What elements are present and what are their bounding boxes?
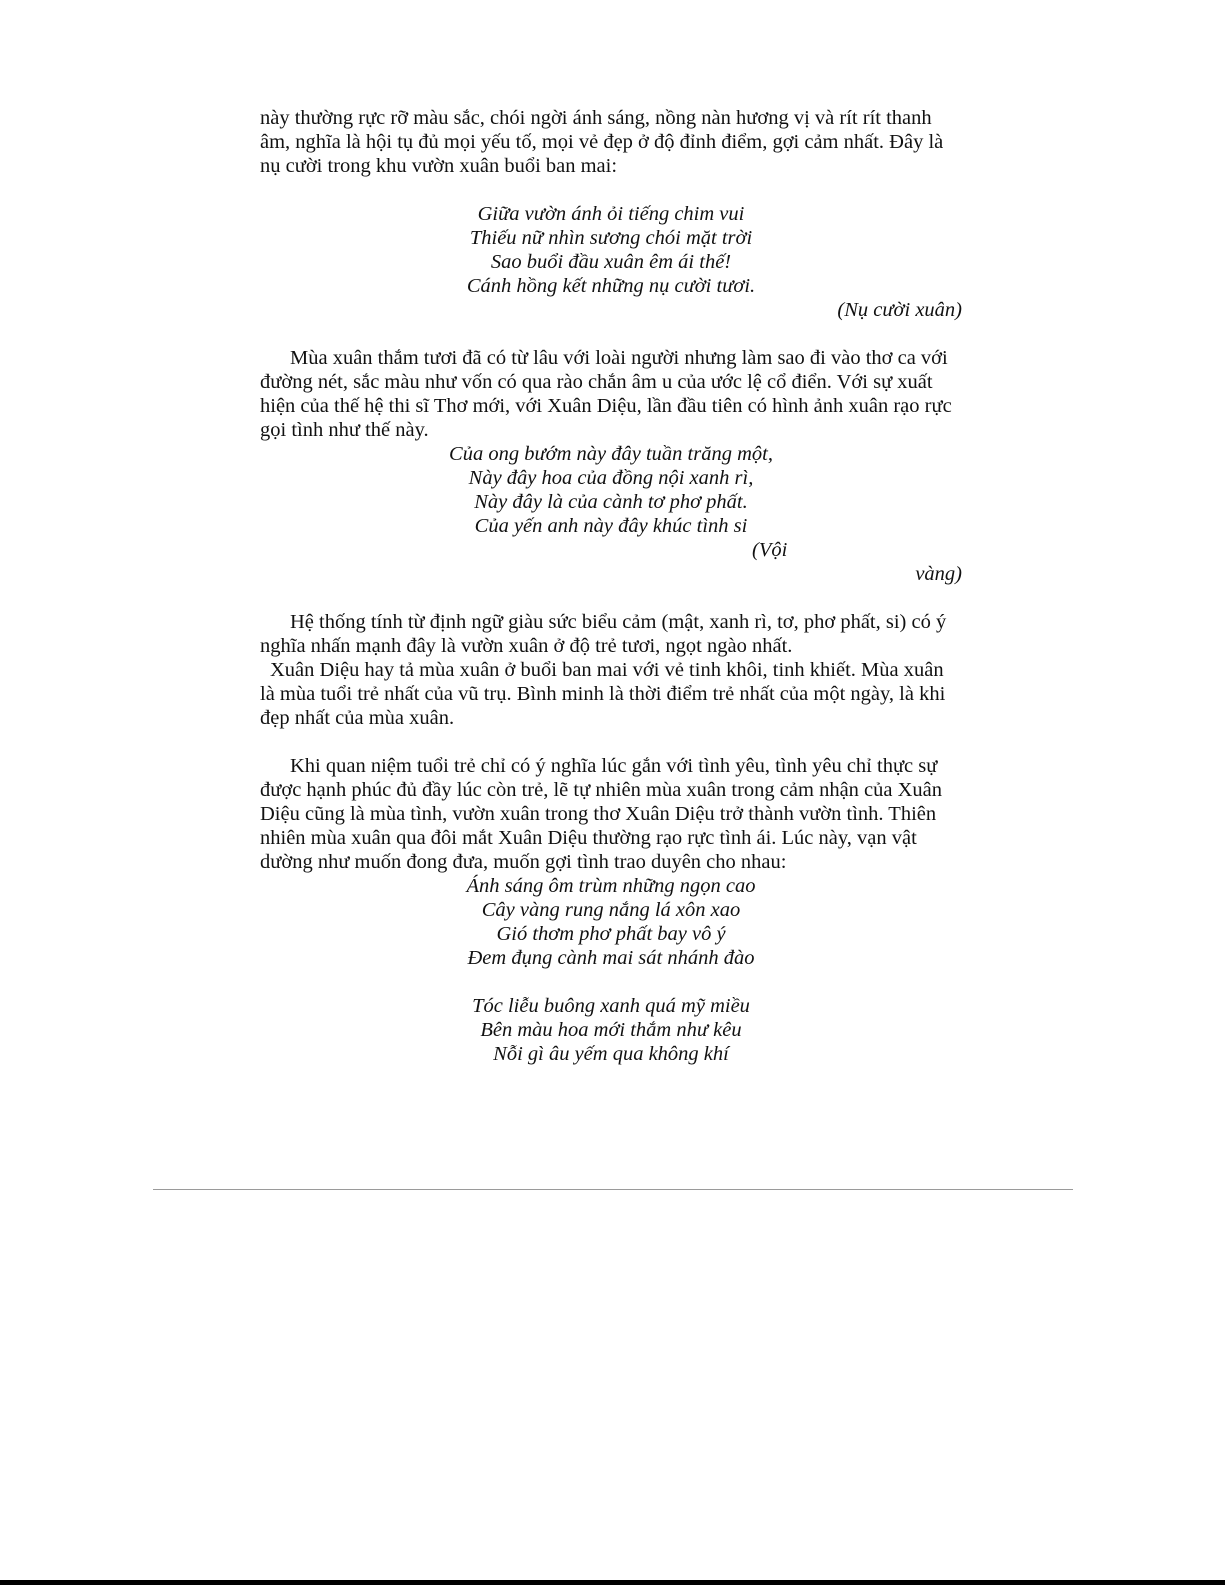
spacer	[260, 178, 962, 202]
poem-line: Đem đụng cành mai sát nhánh đào	[467, 947, 755, 969]
document-body	[260, 106, 962, 1066]
paragraph-5: Khi quan niệm tuổi trẻ chỉ có ý nghĩa lúc gắn với tình yêu, tình yêu chỉ thực sự được hạnh phúc đủ đầy lúc còn trẻ, lẽ tự nhiên mùa xuân trong cảm nhận của Xuân Diệu cũng là mùa tình, vườn xuân trong thơ Xuân Diệu trở thành vườn tình. Thiên nhiên mùa xuân qua đôi mắt Xuân Diệu thường rạo rực tình ái. Lúc này, vạn vật dường như muốn đong đưa, muốn gợi tình trao duyên cho nhau:	[260, 755, 943, 873]
poem-line: Tóc liễu buông xanh quá mỹ miều	[472, 995, 750, 1017]
poem-line: Bên màu hoa mới thắm như kêu	[480, 1019, 742, 1041]
paragraph-4: Xuân Diệu hay tả mùa xuân ở buổi ban mai với vẻ tinh khôi, tinh khiết. Mùa xuân là mùa tuổi trẻ nhất của vũ trụ. Bình minh là thời điểm trẻ nhất của một ngày, là khi đẹp nhất của mùa xuân.	[260, 659, 946, 729]
paragraph-3: Hệ thống tính từ định ngữ giàu sức biểu cảm (mật, xanh rì, tơ, phơ phất, si) có ý nghĩa nhấn mạnh đây là vườn xuân ở độ trẻ tươi, ngọt ngào nhất.	[260, 611, 947, 657]
poem-line: Giữa vườn ánh ỏi tiếng chim vui	[477, 203, 745, 225]
page-footer-divider	[153, 1189, 1073, 1190]
poem-stanza-2	[260, 994, 962, 1066]
poem-stanza-1	[260, 874, 962, 970]
poem-line: Cây vàng rung nắng lá xôn xao	[481, 899, 741, 921]
poem-line: Này đây hoa của đồng nội xanh rì,	[468, 467, 754, 489]
paragraph-2: Mùa xuân thắm tươi đã có từ lâu với loài người nhưng làm sao đi vào thơ ca với đường nét, sắc màu như vốn có qua rào chắn âm u của ước lệ cổ điển. Với sự xuất hiện của thế hệ thi sĩ Thơ mới, với Xuân Diệu, lần đầu tiên có hình ảnh xuân rạo rực gọi tình như thế này.	[260, 347, 952, 441]
poem-line: Cánh hồng kết những nụ cười tươi.	[466, 275, 756, 297]
poem-line: Nỗi gì âu yếm qua không khí	[493, 1043, 729, 1065]
poem-source-part1: (Vội	[752, 539, 788, 561]
intro-paragraph: này thường rực rỡ màu sắc, chói ngời ánh sáng, nồng nàn hương vị và rít rít thanh âm, nghĩa là hội tụ đủ mọi yếu tố, mọi vẻ đẹp ở độ đỉnh điểm, gợi cảm nhất. Đây là nụ cười trong khu vườn xuân buổi ban mai:	[260, 107, 944, 177]
page-bottom-edge	[0, 1580, 1225, 1585]
poem-line: Này đây là của cành tơ phơ phất.	[474, 491, 748, 513]
spacer	[260, 322, 962, 346]
poem-source-part2: vàng)	[915, 563, 962, 585]
spacer	[260, 730, 962, 754]
poem-line: Sao buổi đầu xuân êm ái thế!	[490, 251, 732, 273]
poem-line: Thiếu nữ nhìn sương chói mặt trời	[469, 227, 753, 249]
poem-voi-vang	[260, 442, 962, 538]
poem-line: Ánh sáng ôm trùm những ngọn cao	[466, 875, 756, 897]
poem-line: Của ong bướm này đây tuần trăng một,	[449, 443, 773, 465]
poem-source: (Nụ cười xuân)	[837, 299, 962, 321]
poem-line: Gió thơm phơ phất bay vô ý	[496, 923, 726, 945]
spacer	[260, 970, 962, 994]
poem-nu-cuoi-xuan	[260, 202, 962, 298]
spacer	[260, 586, 962, 610]
poem-line: Của yến anh này đây khúc tình si	[474, 515, 748, 537]
